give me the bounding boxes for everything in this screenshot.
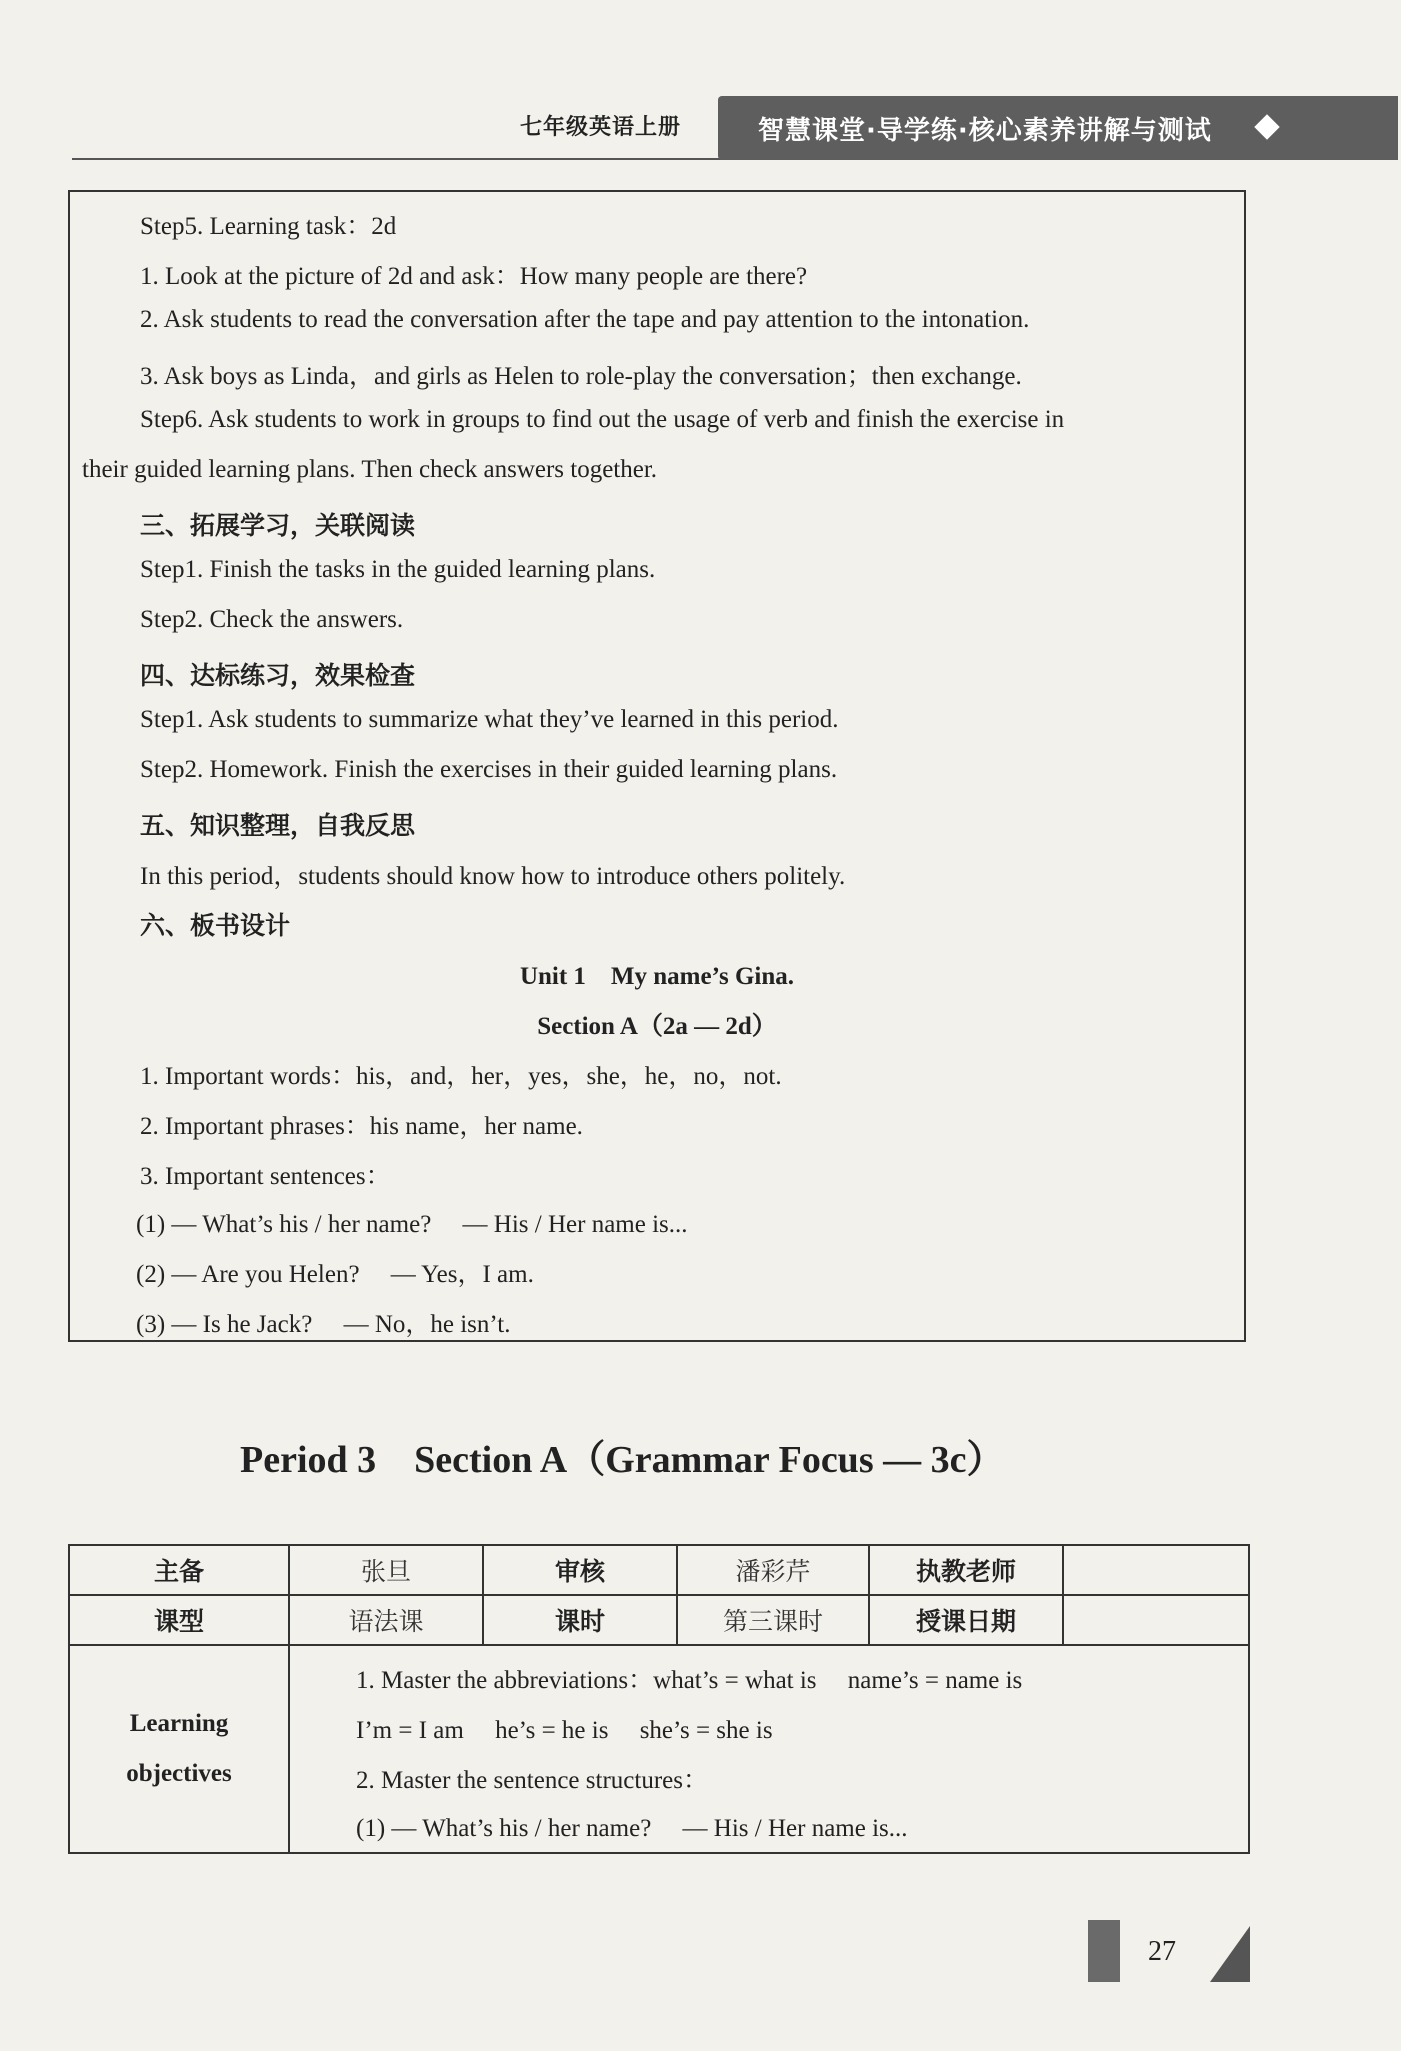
board-item: 1. Important words：his，and，her，yes，she，he，no，not.: [140, 1063, 782, 1090]
period-value: 第三课时: [677, 1595, 869, 1645]
step6-line-cont: their guided learning plans. Then check answers together.: [82, 456, 658, 483]
series-banner: [718, 96, 1398, 160]
objectives-content: [289, 1645, 1249, 1853]
table-row: [69, 1595, 1249, 1645]
objective-line: 1. Master the abbreviations：what’s = what is name’s = name is: [356, 1667, 1023, 1694]
reviewer-label: 审核: [483, 1545, 677, 1595]
corner-triangle-icon: [1210, 1926, 1250, 1982]
reflection-line: In this period，students should know how to introduce others politely.: [140, 863, 846, 890]
objectives-label-line1: Learning: [129, 1710, 229, 1737]
board-section-title: Section A（2a — 2d）: [537, 1013, 777, 1040]
step5-item-3: 3. Ask boys as Linda，and girls as Helen to role-play the conversation；then exchange.: [140, 363, 1022, 390]
objective-line: I’m = I am he’s = he is she’s = she is: [356, 1717, 773, 1744]
objective-line: 2. Master the sentence structures：: [356, 1767, 708, 1794]
objective-line: (1) — What’s his / her name? — His / Her name is...: [356, 1815, 908, 1842]
lesson-type-value: 语法课: [289, 1595, 483, 1645]
step5-item-1: 1. Look at the picture of 2d and ask：How many people are there?: [140, 263, 808, 290]
header-rule: [72, 158, 722, 160]
series-title: 智慧课堂·导学练·核心素养讲解与测试: [758, 116, 1212, 146]
page-number: 27: [1148, 1936, 1176, 1967]
preparer-value: 张旦: [289, 1545, 483, 1595]
section-heading-4: 四、达标练习，效果检查: [140, 661, 416, 690]
table-row: [69, 1645, 1249, 1853]
board-item: (3) — Is he Jack? — No，he isn’t.: [136, 1311, 511, 1338]
lesson-type-label: 课型: [69, 1595, 289, 1645]
date-label: 授课日期: [869, 1595, 1063, 1645]
ext-step1: Step1. Finish the tasks in the guided learning plans.: [140, 556, 656, 583]
objectives-label-line2: objectives: [126, 1760, 232, 1787]
teacher-value: [1063, 1545, 1249, 1595]
board-item: (1) — What’s his / her name? — His / Her name is...: [136, 1211, 688, 1238]
step5-line: Step5. Learning task：2d: [140, 213, 397, 240]
board-item: 2. Important phrases：his name，her name.: [140, 1113, 583, 1140]
section-heading-3: 三、拓展学习，关联阅读: [140, 511, 416, 540]
board-item: (2) — Are you Helen? — Yes，I am.: [136, 1261, 534, 1288]
practice-step2: Step2. Homework. Finish the exercises in their guided learning plans.: [140, 756, 838, 783]
lesson-info-table: [68, 1544, 1250, 1854]
lesson-steps-box: [68, 190, 1246, 1342]
teacher-label: 执教老师: [869, 1545, 1063, 1595]
section-heading-6: 六、板书设计: [140, 911, 291, 940]
ext-step2: Step2. Check the answers.: [140, 606, 404, 633]
section-heading-5: 五、知识整理，自我反思: [140, 811, 416, 840]
step6-line: Step6. Ask students to work in groups to find out the usage of verb and finish the exercise in: [140, 406, 1065, 433]
step5-item-2: 2. Ask students to read the conversation after the tape and pay attention to the intonation.: [140, 306, 1030, 333]
reviewer-value: 潘彩芹: [677, 1545, 869, 1595]
date-value: [1063, 1595, 1249, 1645]
objectives-label: [69, 1645, 289, 1853]
board-unit-title: Unit 1 My name’s Gina.: [519, 963, 795, 990]
period-title: Period 3 Section A（Grammar Focus — 3c）: [240, 1439, 1005, 1481]
period-label: 课时: [483, 1595, 677, 1645]
table-row: [69, 1545, 1249, 1595]
board-item: 3. Important sentences：: [140, 1163, 391, 1190]
practice-step1: Step1. Ask students to summarize what they’ve learned in this period.: [140, 706, 839, 733]
page-number-bar: [1088, 1920, 1120, 1982]
preparer-label: 主备: [69, 1545, 289, 1595]
book-title: 七年级英语上册: [520, 115, 682, 140]
